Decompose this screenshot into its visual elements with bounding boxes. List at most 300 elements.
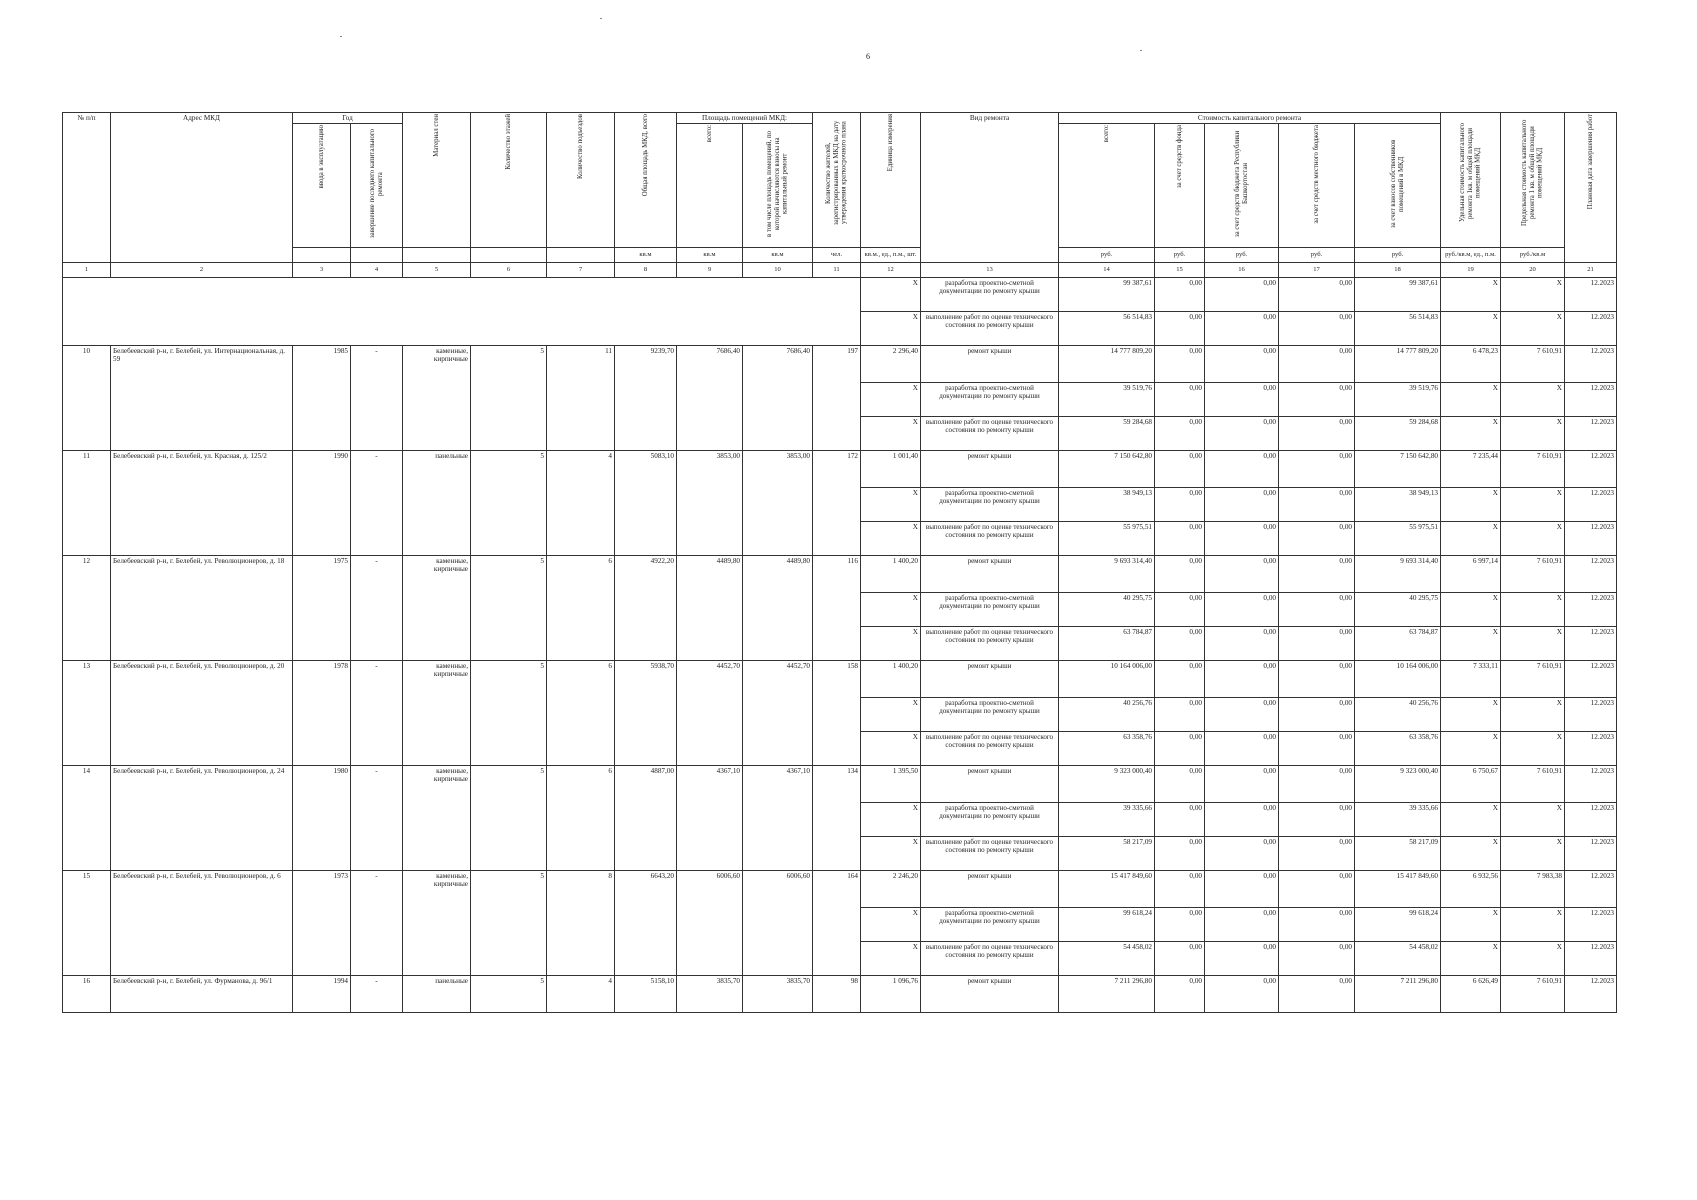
- last-repair-cell: -: [351, 870, 403, 975]
- table-row: [63, 345, 1617, 382]
- year-cell: 1975: [293, 555, 351, 660]
- column-number: 2: [111, 262, 293, 277]
- unit-cell: 1 400,20: [861, 660, 921, 697]
- cost-fund-cell: 0,00: [1155, 941, 1205, 975]
- unit-cost-cell: X: [1441, 731, 1501, 765]
- premises-repair-cell: 3835,70: [743, 975, 813, 1012]
- unit-cost-cell: X: [1441, 697, 1501, 731]
- planned-date-cell: 12.2023: [1565, 521, 1617, 555]
- header-year-commission: ввода в эксплуатацию: [293, 124, 351, 247]
- work-type-cell: выполнение работ по оценке технического состояния по ремонту крыши: [921, 731, 1059, 765]
- cost-total-cell: 54 458,02: [1059, 941, 1155, 975]
- material-cell: каменные, кирпичные: [403, 555, 471, 660]
- cost-republic-cell: 0,00: [1205, 450, 1279, 487]
- cost-owners-cell: 39 519,76: [1355, 382, 1441, 416]
- unit-cost-cell: 6 750,67: [1441, 765, 1501, 802]
- row-number: 14: [63, 765, 111, 870]
- cost-local-cell: 0,00: [1279, 941, 1355, 975]
- premises-repair-cell: 4489,80: [743, 555, 813, 660]
- cost-fund-cell: 0,00: [1155, 765, 1205, 802]
- cost-local-cell: 0,00: [1279, 592, 1355, 626]
- row-number: 12: [63, 555, 111, 660]
- unit-cell: X: [861, 907, 921, 941]
- cost-republic-cell: 0,00: [1205, 555, 1279, 592]
- limit-cost-cell: 7 610,91: [1501, 345, 1565, 382]
- column-number: 8: [615, 262, 677, 277]
- cost-local-cell: 0,00: [1279, 765, 1355, 802]
- premises-cell: 4452,70: [677, 660, 743, 765]
- floors-cell: 5: [471, 975, 547, 1012]
- column-number: 3: [293, 262, 351, 277]
- cost-fund-cell: 0,00: [1155, 870, 1205, 907]
- address-cell: Белебеевский р-н, г. Белебей, ул. Красная, д. 125/2: [111, 450, 293, 555]
- last-repair-cell: -: [351, 660, 403, 765]
- residents-cell: 158: [813, 660, 861, 765]
- unit-cell: X: [861, 416, 921, 450]
- header-premises-total: всего:: [677, 124, 743, 247]
- unit-label: руб.: [1355, 247, 1441, 262]
- cost-local-cell: 0,00: [1279, 907, 1355, 941]
- cost-republic-cell: 0,00: [1205, 416, 1279, 450]
- entrances-cell: 4: [547, 450, 615, 555]
- total-area-cell: 5083,10: [615, 450, 677, 555]
- unit-cell: 1 001,40: [861, 450, 921, 487]
- year-cell: 1994: [293, 975, 351, 1012]
- unit-cost-cell: 6 478,23: [1441, 345, 1501, 382]
- planned-date-cell: 12.2023: [1565, 382, 1617, 416]
- column-number: 21: [1565, 262, 1617, 277]
- unit-cell: 2 296,40: [861, 345, 921, 382]
- row-number: 15: [63, 870, 111, 975]
- work-type-cell: ремонт крыши: [921, 450, 1059, 487]
- cost-total-cell: 56 514,83: [1059, 311, 1155, 345]
- total-area-cell: 4922,20: [615, 555, 677, 660]
- work-type-cell: разработка проектно-сметной документации по ремонту крыши: [921, 592, 1059, 626]
- cost-total-cell: 39 519,76: [1059, 382, 1155, 416]
- limit-cost-cell: X: [1501, 382, 1565, 416]
- residents-cell: 116: [813, 555, 861, 660]
- unit-cell: X: [861, 521, 921, 555]
- premises-repair-cell: 4367,10: [743, 765, 813, 870]
- cost-local-cell: 0,00: [1279, 626, 1355, 660]
- cost-owners-cell: 55 975,51: [1355, 521, 1441, 555]
- column-number: 7: [547, 262, 615, 277]
- unit-cell: X: [861, 836, 921, 870]
- table-row: [63, 975, 1617, 1012]
- column-number: 19: [1441, 262, 1501, 277]
- cost-republic-cell: 0,00: [1205, 521, 1279, 555]
- cost-fund-cell: 0,00: [1155, 416, 1205, 450]
- unit-cell: X: [861, 382, 921, 416]
- cost-total-cell: 63 784,87: [1059, 626, 1155, 660]
- header-year-last-repair: завершение последнего капитального ремонта: [351, 124, 403, 247]
- cost-local-cell: 0,00: [1279, 345, 1355, 382]
- total-area-cell: 6643,20: [615, 870, 677, 975]
- cost-local-cell: 0,00: [1279, 975, 1355, 1012]
- unit-cell: 1 395,50: [861, 765, 921, 802]
- work-type-cell: разработка проектно-сметной документации по ремонту крыши: [921, 277, 1059, 311]
- year-cell: 1990: [293, 450, 351, 555]
- limit-cost-cell: X: [1501, 697, 1565, 731]
- unit-cost-cell: 7 235,44: [1441, 450, 1501, 487]
- table-row: [63, 450, 1617, 487]
- premises-cell: 3835,70: [677, 975, 743, 1012]
- material-cell: каменные, кирпичные: [403, 660, 471, 765]
- cost-owners-cell: 63 358,76: [1355, 731, 1441, 765]
- material-cell: панельные: [403, 450, 471, 555]
- column-number: 18: [1355, 262, 1441, 277]
- cost-total-cell: 7 211 296,80: [1059, 975, 1155, 1012]
- row-number: 16: [63, 975, 111, 1012]
- cost-republic-cell: 0,00: [1205, 697, 1279, 731]
- cost-republic-cell: 0,00: [1205, 592, 1279, 626]
- unit-cell: X: [861, 731, 921, 765]
- unit-cost-cell: X: [1441, 382, 1501, 416]
- year-cell: 1985: [293, 345, 351, 450]
- cost-republic-cell: 0,00: [1205, 626, 1279, 660]
- cost-total-cell: 99 618,24: [1059, 907, 1155, 941]
- cost-republic-cell: 0,00: [1205, 975, 1279, 1012]
- year-cell: 1980: [293, 765, 351, 870]
- cost-total-cell: 59 284,68: [1059, 416, 1155, 450]
- limit-cost-cell: 7 610,91: [1501, 765, 1565, 802]
- cost-owners-cell: 9 323 000,40: [1355, 765, 1441, 802]
- limit-cost-cell: X: [1501, 416, 1565, 450]
- cost-total-cell: 63 358,76: [1059, 731, 1155, 765]
- entrances-cell: 6: [547, 660, 615, 765]
- scan-artifact: [1140, 50, 1142, 51]
- premises-cell: 4489,80: [677, 555, 743, 660]
- residents-cell: 98: [813, 975, 861, 1012]
- entrances-cell: 6: [547, 765, 615, 870]
- cost-fund-cell: 0,00: [1155, 697, 1205, 731]
- limit-cost-cell: X: [1501, 907, 1565, 941]
- premises-repair-cell: 7686,40: [743, 345, 813, 450]
- limit-cost-cell: X: [1501, 521, 1565, 555]
- limit-cost-cell: 7 610,91: [1501, 975, 1565, 1012]
- header-cost-total: всего:: [1059, 124, 1155, 247]
- limit-cost-cell: X: [1501, 836, 1565, 870]
- column-number: 14: [1059, 262, 1155, 277]
- cost-total-cell: 15 417 849,60: [1059, 870, 1155, 907]
- unit-label: кв.м: [743, 247, 813, 262]
- work-type-cell: ремонт крыши: [921, 975, 1059, 1012]
- table-body: [63, 277, 1617, 1012]
- cost-fund-cell: 0,00: [1155, 450, 1205, 487]
- unit-cell: X: [861, 802, 921, 836]
- cost-local-cell: 0,00: [1279, 416, 1355, 450]
- work-type-cell: разработка проектно-сметной документации по ремонту крыши: [921, 907, 1059, 941]
- unit-label: кв.м: [615, 247, 677, 262]
- cost-owners-cell: 9 693 314,40: [1355, 555, 1441, 592]
- unit-cell: X: [861, 592, 921, 626]
- planned-date-cell: 12.2023: [1565, 345, 1617, 382]
- cost-fund-cell: 0,00: [1155, 907, 1205, 941]
- column-number: 1: [63, 262, 111, 277]
- table-row: [63, 765, 1617, 802]
- limit-cost-cell: X: [1501, 941, 1565, 975]
- column-number: 11: [813, 262, 861, 277]
- address-cell: Белебеевский р-н, г. Белебей, ул. Революционеров, д. 24: [111, 765, 293, 870]
- last-repair-cell: -: [351, 450, 403, 555]
- header-premises-area: Площадь помещений МКД:: [677, 113, 813, 124]
- cost-owners-cell: 7 211 296,80: [1355, 975, 1441, 1012]
- cost-owners-cell: 58 217,09: [1355, 836, 1441, 870]
- cost-republic-cell: 0,00: [1205, 487, 1279, 521]
- entrances-cell: 11: [547, 345, 615, 450]
- limit-cost-cell: X: [1501, 311, 1565, 345]
- address-cell: Белебеевский р-н, г. Белебей, ул. Революционеров, д. 18: [111, 555, 293, 660]
- row-number: 11: [63, 450, 111, 555]
- premises-cell: 6006,60: [677, 870, 743, 975]
- header-repair-cost: Стоимость капитального ремонта: [1059, 113, 1441, 124]
- unit-label: [547, 247, 615, 262]
- work-type-cell: выполнение работ по оценке технического состояния по ремонту крыши: [921, 521, 1059, 555]
- planned-date-cell: 12.2023: [1565, 626, 1617, 660]
- limit-cost-cell: X: [1501, 277, 1565, 311]
- cost-total-cell: 10 164 006,00: [1059, 660, 1155, 697]
- unit-cost-cell: X: [1441, 311, 1501, 345]
- cost-local-cell: 0,00: [1279, 555, 1355, 592]
- column-number: 15: [1155, 262, 1205, 277]
- cost-total-cell: 7 150 642,80: [1059, 450, 1155, 487]
- cost-owners-cell: 7 150 642,80: [1355, 450, 1441, 487]
- unit-cell: X: [861, 277, 921, 311]
- material-cell: каменные, кирпичные: [403, 345, 471, 450]
- limit-cost-cell: X: [1501, 802, 1565, 836]
- header-num: № п/п: [63, 113, 111, 263]
- last-repair-cell: -: [351, 555, 403, 660]
- residents-cell: 164: [813, 870, 861, 975]
- header-limit-cost: Предельная стоимость капитального ремонта 1 кв. м общей площади помещений МКД: [1501, 113, 1565, 248]
- unit-cell: X: [861, 487, 921, 521]
- premises-cell: 4367,10: [677, 765, 743, 870]
- cost-local-cell: 0,00: [1279, 731, 1355, 765]
- table-row: [63, 870, 1617, 907]
- material-cell: каменные, кирпичные: [403, 765, 471, 870]
- unit-cost-cell: X: [1441, 836, 1501, 870]
- cost-republic-cell: 0,00: [1205, 870, 1279, 907]
- cost-local-cell: 0,00: [1279, 870, 1355, 907]
- work-type-cell: выполнение работ по оценке технического состояния по ремонту крыши: [921, 836, 1059, 870]
- unit-cell: X: [861, 941, 921, 975]
- cost-local-cell: 0,00: [1279, 660, 1355, 697]
- unit-cost-cell: X: [1441, 416, 1501, 450]
- address-cell: Белебеевский р-н, г. Белебей, ул. Фурманова, д. 96/1: [111, 975, 293, 1012]
- unit-label: руб./кв.м: [1501, 247, 1565, 262]
- column-number: 4: [351, 262, 403, 277]
- column-number: 6: [471, 262, 547, 277]
- cost-local-cell: 0,00: [1279, 311, 1355, 345]
- total-area-cell: 9239,70: [615, 345, 677, 450]
- floors-cell: 5: [471, 765, 547, 870]
- unit-label: руб.: [1155, 247, 1205, 262]
- cost-owners-cell: 56 514,83: [1355, 311, 1441, 345]
- work-type-cell: ремонт крыши: [921, 660, 1059, 697]
- cost-total-cell: 40 295,75: [1059, 592, 1155, 626]
- header-floors: Количество этажей: [471, 113, 547, 248]
- unit-label: [403, 247, 471, 262]
- entrances-cell: 8: [547, 870, 615, 975]
- unit-cost-cell: X: [1441, 487, 1501, 521]
- column-number: 9: [677, 262, 743, 277]
- cost-owners-cell: 99 387,61: [1355, 277, 1441, 311]
- header-total-area: Общая площадь МКД, всего: [615, 113, 677, 248]
- planned-date-cell: 12.2023: [1565, 555, 1617, 592]
- cost-fund-cell: 0,00: [1155, 311, 1205, 345]
- header-unit: Единица измерения: [861, 113, 921, 248]
- material-cell: панельные: [403, 975, 471, 1012]
- cost-owners-cell: 15 417 849,60: [1355, 870, 1441, 907]
- unit-label: кв.м: [677, 247, 743, 262]
- column-number: 16: [1205, 262, 1279, 277]
- header-cost-republic: за счет средств бюджета Республики Башкортостан: [1205, 124, 1279, 247]
- cost-fund-cell: 0,00: [1155, 626, 1205, 660]
- cost-republic-cell: 0,00: [1205, 345, 1279, 382]
- cost-fund-cell: 0,00: [1155, 555, 1205, 592]
- limit-cost-cell: 7 610,91: [1501, 555, 1565, 592]
- header-cost-fund: за счет средств фонда: [1155, 124, 1205, 247]
- year-cell: 1973: [293, 870, 351, 975]
- cost-local-cell: 0,00: [1279, 697, 1355, 731]
- unit-cost-cell: 6 997,14: [1441, 555, 1501, 592]
- header-cost-owners: за счет взносов собственников помещений в МКД: [1355, 124, 1441, 247]
- entrances-cell: 6: [547, 555, 615, 660]
- unit-label: руб.: [1279, 247, 1355, 262]
- cost-owners-cell: 40 256,76: [1355, 697, 1441, 731]
- header-premises-repair: в том числе площадь помещений, по которой начисляются взносы на капитальный ремонт: [743, 124, 813, 247]
- unit-label: руб./кв.м, ед., п.м.: [1441, 247, 1501, 262]
- unit-label: руб.: [1059, 247, 1155, 262]
- residents-cell: 172: [813, 450, 861, 555]
- cost-total-cell: 99 387,61: [1059, 277, 1155, 311]
- cost-owners-cell: 40 295,75: [1355, 592, 1441, 626]
- floors-cell: 5: [471, 345, 547, 450]
- unit-cost-cell: 6 932,56: [1441, 870, 1501, 907]
- limit-cost-cell: 7 610,91: [1501, 450, 1565, 487]
- work-type-cell: разработка проектно-сметной документации по ремонту крыши: [921, 802, 1059, 836]
- unit-cost-cell: 6 626,49: [1441, 975, 1501, 1012]
- limit-cost-cell: X: [1501, 626, 1565, 660]
- header-entrances: Количество подъездов: [547, 113, 615, 248]
- row-number: 13: [63, 660, 111, 765]
- cost-fund-cell: 0,00: [1155, 345, 1205, 382]
- cost-total-cell: 14 777 809,20: [1059, 345, 1155, 382]
- cost-total-cell: 9 323 000,40: [1059, 765, 1155, 802]
- column-number: 20: [1501, 262, 1565, 277]
- cost-republic-cell: 0,00: [1205, 382, 1279, 416]
- header-cost-local: за счет средств местного бюджета: [1279, 124, 1355, 247]
- cost-owners-cell: 63 784,87: [1355, 626, 1441, 660]
- planned-date-cell: 12.2023: [1565, 697, 1617, 731]
- cost-total-cell: 38 949,13: [1059, 487, 1155, 521]
- cost-owners-cell: 14 777 809,20: [1355, 345, 1441, 382]
- column-number-row: [63, 262, 1617, 277]
- planned-date-cell: 12.2023: [1565, 416, 1617, 450]
- planned-date-cell: 12.2023: [1565, 941, 1617, 975]
- column-number: 13: [921, 262, 1059, 277]
- cost-republic-cell: 0,00: [1205, 907, 1279, 941]
- cost-local-cell: 0,00: [1279, 487, 1355, 521]
- limit-cost-cell: 7 610,91: [1501, 660, 1565, 697]
- cost-republic-cell: 0,00: [1205, 660, 1279, 697]
- cost-owners-cell: 39 335,66: [1355, 802, 1441, 836]
- last-repair-cell: -: [351, 975, 403, 1012]
- unit-label: [471, 247, 547, 262]
- planned-date-cell: 12.2023: [1565, 277, 1617, 311]
- unit-cell: X: [861, 697, 921, 731]
- premises-repair-cell: 4452,70: [743, 660, 813, 765]
- planned-date-cell: 12.2023: [1565, 450, 1617, 487]
- address-cell: Белебеевский р-н, г. Белебей, ул. Революционеров, д. 20: [111, 660, 293, 765]
- entrances-cell: 4: [547, 975, 615, 1012]
- cost-local-cell: 0,00: [1279, 277, 1355, 311]
- unit-cost-cell: X: [1441, 521, 1501, 555]
- cost-owners-cell: 54 458,02: [1355, 941, 1441, 975]
- limit-cost-cell: 7 983,38: [1501, 870, 1565, 907]
- cost-fund-cell: 0,00: [1155, 521, 1205, 555]
- unit-cell: X: [861, 626, 921, 660]
- planned-date-cell: 12.2023: [1565, 592, 1617, 626]
- cost-fund-cell: 0,00: [1155, 836, 1205, 870]
- work-type-cell: разработка проектно-сметной документации по ремонту крыши: [921, 382, 1059, 416]
- work-type-cell: выполнение работ по оценке технического состояния по ремонту крыши: [921, 941, 1059, 975]
- cost-republic-cell: 0,00: [1205, 802, 1279, 836]
- limit-cost-cell: X: [1501, 487, 1565, 521]
- unit-cell: 2 246,20: [861, 870, 921, 907]
- unit-cell: X: [861, 311, 921, 345]
- cost-local-cell: 0,00: [1279, 521, 1355, 555]
- cost-total-cell: 39 335,66: [1059, 802, 1155, 836]
- address-cell: Белебеевский р-н, г. Белебей, ул. Революционеров, д. 6: [111, 870, 293, 975]
- planned-date-cell: 12.2023: [1565, 660, 1617, 697]
- last-repair-cell: -: [351, 345, 403, 450]
- cost-fund-cell: 0,00: [1155, 277, 1205, 311]
- cost-republic-cell: 0,00: [1205, 277, 1279, 311]
- cost-fund-cell: 0,00: [1155, 592, 1205, 626]
- cost-republic-cell: 0,00: [1205, 765, 1279, 802]
- header-planned-date: Плановая дата завершения работ: [1565, 113, 1617, 263]
- cost-total-cell: 40 256,76: [1059, 697, 1155, 731]
- planned-date-cell: 12.2023: [1565, 870, 1617, 907]
- cost-republic-cell: 0,00: [1205, 836, 1279, 870]
- material-cell: каменные, кирпичные: [403, 870, 471, 975]
- table-row: [63, 660, 1617, 697]
- table-row: [63, 555, 1617, 592]
- cost-republic-cell: 0,00: [1205, 311, 1279, 345]
- header-address: Адрес МКД: [111, 113, 293, 263]
- scan-artifact: [600, 18, 602, 19]
- work-type-cell: ремонт крыши: [921, 345, 1059, 382]
- planned-date-cell: 12.2023: [1565, 311, 1617, 345]
- unit-label: [351, 247, 403, 262]
- premises-cell: 7686,40: [677, 345, 743, 450]
- cost-local-cell: 0,00: [1279, 836, 1355, 870]
- residents-cell: 134: [813, 765, 861, 870]
- work-type-cell: ремонт крыши: [921, 870, 1059, 907]
- cost-local-cell: 0,00: [1279, 802, 1355, 836]
- column-number: 12: [861, 262, 921, 277]
- total-area-cell: 4887,00: [615, 765, 677, 870]
- cost-fund-cell: 0,00: [1155, 382, 1205, 416]
- work-type-cell: ремонт крыши: [921, 765, 1059, 802]
- cost-local-cell: 0,00: [1279, 450, 1355, 487]
- cost-owners-cell: 10 164 006,00: [1355, 660, 1441, 697]
- limit-cost-cell: X: [1501, 731, 1565, 765]
- planned-date-cell: 12.2023: [1565, 975, 1617, 1012]
- unit-cost-cell: X: [1441, 277, 1501, 311]
- floors-cell: 5: [471, 555, 547, 660]
